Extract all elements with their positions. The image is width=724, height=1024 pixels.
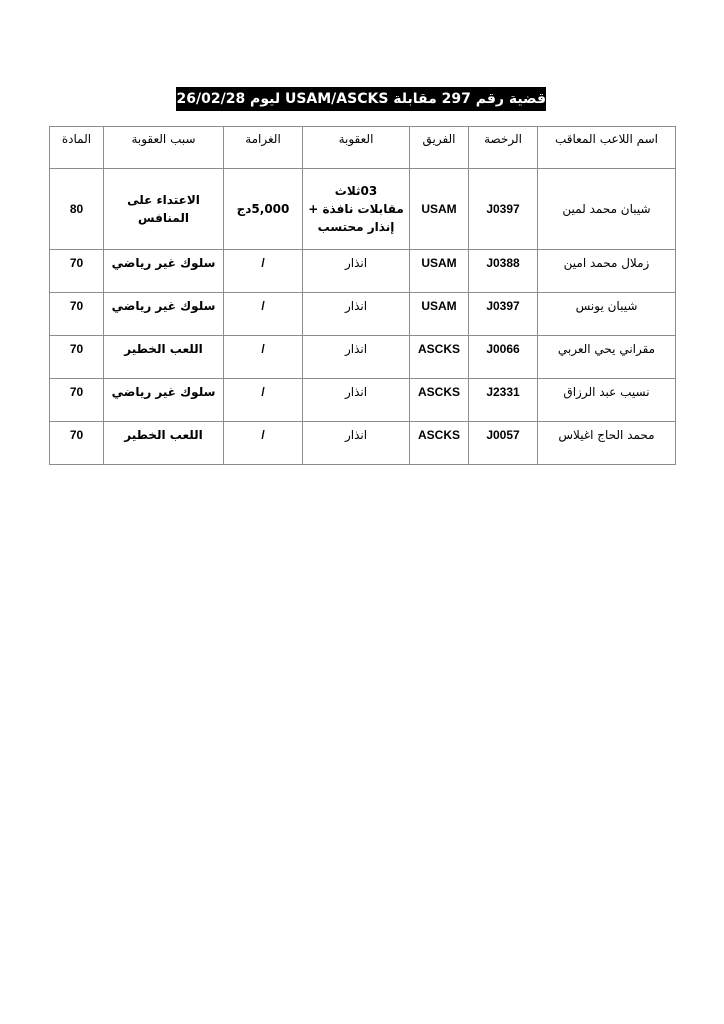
header-fine: الغرامة [224,127,303,169]
article: 70 [50,293,104,336]
table-row [50,379,676,422]
sanctions-table [49,126,676,465]
reason: اللعب الخطير [104,422,224,465]
reason: سلوك غير رياضي [104,293,224,336]
reason: سلوك غير رياضي [104,379,224,422]
fine: / [224,336,303,379]
header-license: الرخصة [469,127,538,169]
penalty-line: مقابلات نافذة + [308,202,404,216]
case-title: قضية رقم 297 مقابلة USAM/ASCKS ليوم 2026/02/28 [176,87,546,111]
header-player: اسم اللاعب المعاقب [538,127,676,169]
article: 80 [50,169,104,250]
player-name: زملال محمد امين [538,250,676,293]
reason-line: المنافس [138,211,189,225]
team: ASCKS [410,379,469,422]
reason-line: الاعتداء على [127,193,200,207]
penalty: انذار [303,250,410,293]
license-number: J0388 [469,250,538,293]
penalty-line: إنذار محتسب [317,220,395,234]
table-header-row [50,127,676,169]
license-number: J0397 [469,293,538,336]
team: USAM [410,250,469,293]
table-row [50,336,676,379]
license-number: J0397 [469,169,538,250]
header-team: الفريق [410,127,469,169]
team: USAM [410,293,469,336]
header-reason: سبب العقوبة [104,127,224,169]
player-name: محمد الحاج اغيلاس [538,422,676,465]
fine: / [224,250,303,293]
penalty: انذار [303,336,410,379]
fine: / [224,293,303,336]
penalty [303,169,410,250]
penalty: انذار [303,293,410,336]
penalty: انذار [303,379,410,422]
table-row [50,250,676,293]
header-article: المادة [50,127,104,169]
player-name: شيبان محمد لمين [538,169,676,250]
penalty: انذار [303,422,410,465]
reason [104,169,224,250]
penalty-line: 03ثلاث [334,184,378,198]
table-row [50,422,676,465]
license-number: J0066 [469,336,538,379]
license-number: J2331 [469,379,538,422]
team: ASCKS [410,336,469,379]
player-name: نسيب عبد الرزاق [538,379,676,422]
article: 70 [50,250,104,293]
article: 70 [50,336,104,379]
article: 70 [50,422,104,465]
player-name: شيبان يونس [538,293,676,336]
article: 70 [50,379,104,422]
license-number: J0057 [469,422,538,465]
team: USAM [410,169,469,250]
team: ASCKS [410,422,469,465]
fine: / [224,422,303,465]
reason: سلوك غير رياضي [104,250,224,293]
fine: / [224,379,303,422]
table-row [50,169,676,250]
player-name: مقراني يحي العربي [538,336,676,379]
reason: اللعب الخطير [104,336,224,379]
header-penalty: العقوبة [303,127,410,169]
table-row [50,293,676,336]
fine: 5,000دج [224,169,303,250]
